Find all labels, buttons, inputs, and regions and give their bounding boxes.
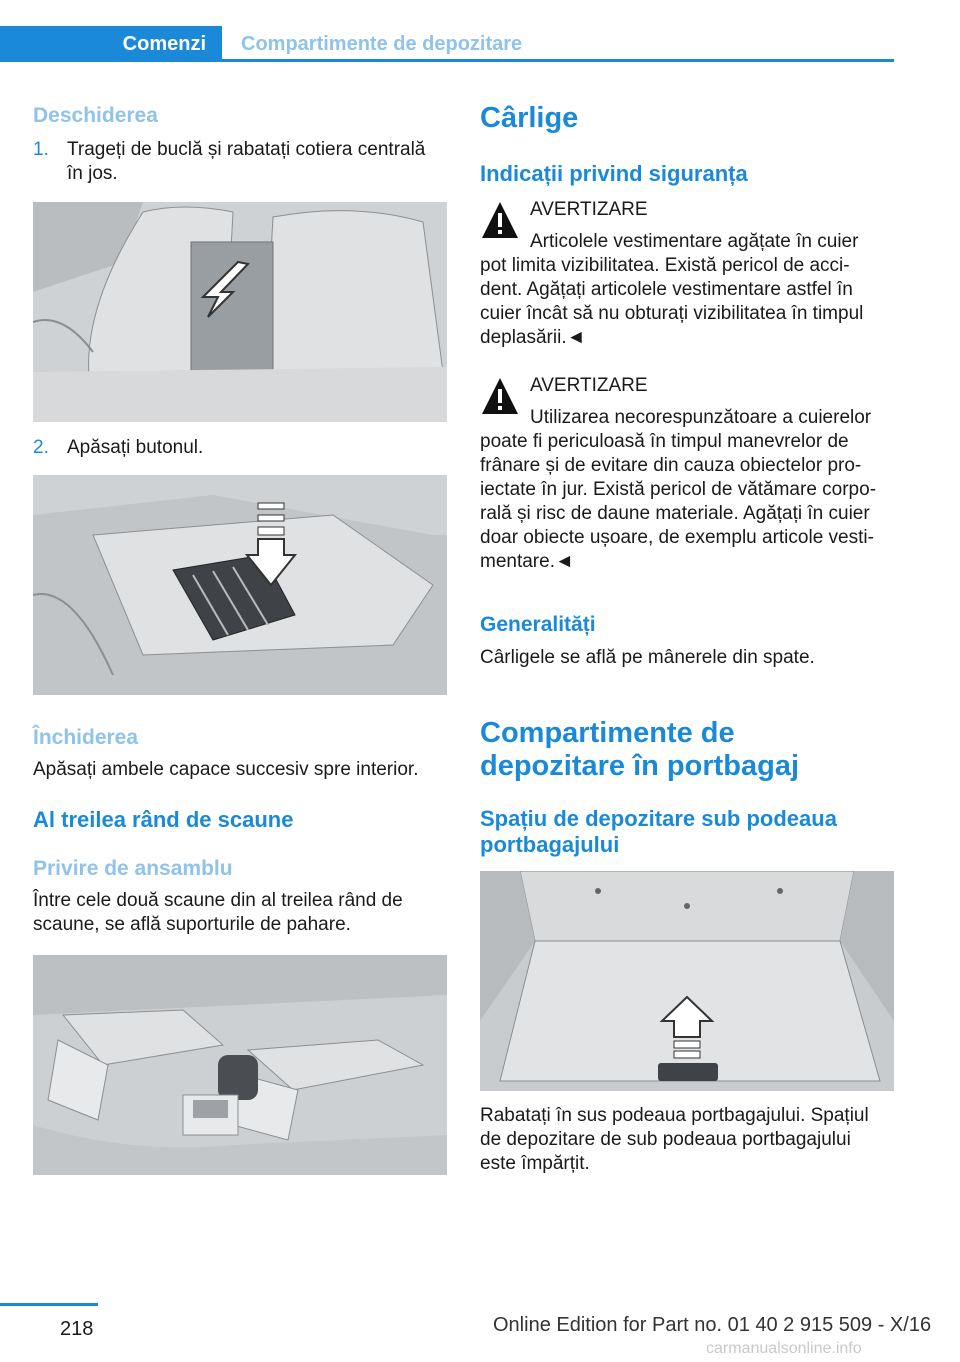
page-number: 218 bbox=[60, 1318, 94, 1340]
page-header bbox=[0, 0, 894, 62]
watermark: carmanualsonline.info bbox=[706, 1340, 862, 1357]
figure-armrest-fold bbox=[33, 202, 447, 422]
warning-1-line-1: Articolele vestimentare agățate în cuier bbox=[530, 231, 859, 252]
heading-inchiderea: Închiderea bbox=[33, 726, 139, 749]
warning-2-label: AVERTIZARE bbox=[530, 375, 648, 396]
warning-2-line-1: Utilizarea necorespunzătoare a cuierelor bbox=[530, 407, 872, 428]
heading-deschiderea: Deschiderea bbox=[33, 104, 158, 127]
step-1-number: 1. bbox=[33, 139, 49, 160]
warning-2-line-3: frânare și de evitare din cauza obiectelor pro- bbox=[480, 455, 862, 476]
tab-compartimente[interactable]: Compartimente de depozitare bbox=[241, 32, 523, 55]
inchiderea-text: Apăsați ambele capace succesiv spre interior. bbox=[33, 759, 419, 780]
figure-armrest-button bbox=[33, 475, 447, 695]
heading-privire-ansamblu: Privire de ansamblu bbox=[33, 857, 233, 880]
warning-1-label: AVERTIZARE bbox=[530, 199, 648, 220]
heading-generalitati: Generalități bbox=[480, 613, 596, 636]
heading-spatiu-line-1: Spațiu de depozitare sub podeaua bbox=[480, 806, 837, 831]
figure-trunk-floor bbox=[480, 871, 894, 1091]
heading-carlige: Cârlige bbox=[480, 102, 579, 134]
warning-2-line-6: doar obiecte ușoare, de exemplu articole vesti- bbox=[480, 527, 874, 548]
warning-2-line-4: iectate în jur. Există pericol de vătămare corpo- bbox=[480, 479, 877, 500]
privire-line-2: scaune, se află suporturile de pahare. bbox=[33, 914, 351, 935]
warning-icon bbox=[480, 200, 520, 240]
header-divider bbox=[0, 59, 894, 62]
privire-line-1: Între cele două scaune din al treilea rând de bbox=[33, 890, 403, 911]
step-2-number: 2. bbox=[33, 437, 49, 458]
warning-2-line-5: rală și risc de daune materiale. Agățați în cuier bbox=[480, 503, 870, 524]
heading-spatiu-line-2: portbagajului bbox=[480, 832, 620, 857]
heading-al-treilea-rand: Al treilea rând de scaune bbox=[33, 807, 294, 832]
footer-divider bbox=[0, 1303, 98, 1306]
final-line-1: Rabatați în sus podeaua portbagajului. Spațiul bbox=[480, 1105, 869, 1126]
generalitati-text: Cârligele se află pe mânerele din spate. bbox=[480, 647, 815, 668]
heading-compartimente-line-2: depozitare în portbagaj bbox=[480, 750, 800, 782]
final-line-2: de depozitare de sub podeaua portbagajului bbox=[480, 1129, 851, 1150]
figure-third-row-cupholders bbox=[33, 955, 447, 1175]
warning-icon bbox=[480, 376, 520, 416]
warning-1-line-3: dent. Agățați articolele vestimentare astfel în bbox=[480, 279, 853, 300]
warning-1-line-5: deplasării.◄ bbox=[480, 327, 586, 348]
warning-2-line-2: poate fi periculoasă în timpul manevrelor de bbox=[480, 431, 849, 452]
heading-compartimente-line-1: Compartimente de bbox=[480, 717, 735, 749]
step-2-text: Apăsați butonul. bbox=[67, 437, 204, 458]
warning-2-line-7: mentare.◄ bbox=[480, 551, 574, 572]
warning-1-line-2: pot limita vizibilitatea. Există pericol de acci- bbox=[480, 255, 850, 276]
final-line-3: este împărțit. bbox=[480, 1153, 590, 1174]
step-1-line-2: în jos. bbox=[67, 163, 118, 184]
warning-1-line-4: cuier încât să nu obturați vizibilitatea în timpul bbox=[480, 303, 864, 324]
footer-edition: Online Edition for Part no. 01 40 2 915 509 - X/16 bbox=[493, 1314, 932, 1336]
heading-indicatii-siguranta: Indicații privind siguranța bbox=[480, 161, 748, 186]
tab-comenzi[interactable]: Comenzi bbox=[0, 26, 222, 62]
step-1-line-1: Trageți de buclă și rabatați cotiera centrală bbox=[67, 139, 426, 160]
